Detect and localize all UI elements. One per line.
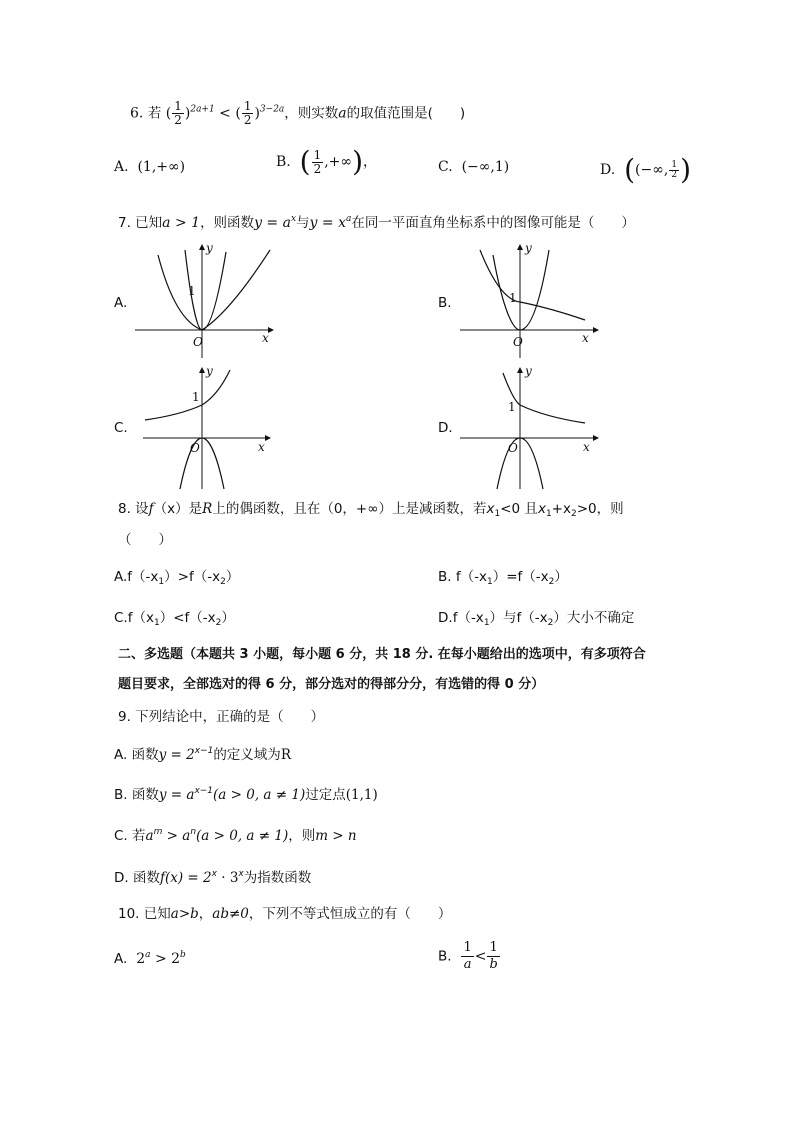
q10-option-b: B. $\frac{1}{a}$ < $\frac{1}{b}$: [438, 940, 498, 972]
svg-text:y: y: [206, 241, 213, 255]
q7-label-d: D.: [438, 420, 453, 436]
q7-graph-b: [455, 240, 600, 360]
svg-text:O: O: [193, 335, 203, 349]
q6-option-b: B. ( $\frac{1}{2}$ ,+∞)，: [276, 145, 378, 178]
q7-graph-a: [130, 240, 275, 360]
svg-text:1: 1: [192, 390, 200, 404]
q9-stem: 9. 下列结论中，正确的是（ ）: [118, 709, 325, 725]
section-heading: 二、多选题（本题共 3 小题，每小题 6 分，共 18 分. 在每小题给出的选项中，有多项符合: [118, 647, 646, 662]
q7-label-a: A.: [114, 295, 128, 311]
q10-stem: 10. 已知a>b，ab≠0，下列不等式恒成立的有（ ）: [118, 906, 452, 922]
svg-text:O: O: [513, 335, 523, 349]
q8-stem: 8. 设f（x）是R上的偶函数，且在（0，+∞）上是减函数，若$x_1<0$ 且$x_1+x_2>0$，则: [118, 501, 624, 519]
svg-text:x: x: [258, 440, 265, 454]
q9-option-b: B. 函数$y = a^{x-1}(a > 0$, a ≠ 1)过定点(1,1): [114, 786, 378, 803]
q7-stem: 7. 已知a > 1，则函数$y = a^x$与$y = x^a$在同一平面直角坐标系中的图像可能是（ ）: [118, 214, 635, 231]
q8-option-a: $A.f(-x_1)>f(-x_2)$: [114, 569, 240, 587]
q6-option-c: C. (−∞,1): [438, 159, 510, 175]
q6-option-a: A. (1,+∞): [114, 159, 186, 175]
q8-paren: （ ）: [118, 532, 172, 548]
svg-text:x: x: [262, 331, 269, 345]
svg-text:1: 1: [188, 284, 196, 298]
svg-text:y: y: [206, 364, 213, 378]
q8-option-d: $D.f(-x_1)$与$f(-x_2)$大小不确定: [438, 610, 635, 628]
fraction: $\frac{1}{2}$: [243, 99, 252, 127]
fraction: $\frac{1}{2}$: [174, 99, 182, 127]
svg-text:y: y: [525, 241, 532, 255]
q6-stem: 6. 若 ( $\frac{1}{2}$ )$^{2a+1}$ < ( $\frac{1}{2}$ )$^{3-2a}$，则实数a的取值范围是( ): [130, 99, 466, 127]
q10-option-a: A. $2^a > 2^b$: [114, 950, 186, 967]
q9-option-d: D. 函数$f(x) = 2^x \cdot 3^x$为指数函数: [114, 869, 312, 886]
svg-text:1: 1: [508, 400, 516, 414]
q7-graph-d: [455, 365, 600, 490]
svg-text:x: x: [582, 331, 589, 345]
svg-text:O: O: [190, 441, 200, 455]
q6-option-d: D. ((−∞, $\frac{1}{2}$ ): [600, 153, 692, 186]
q7-label-b: B.: [438, 295, 452, 311]
q7-graph-c: [140, 365, 275, 490]
svg-text:x: x: [583, 440, 590, 454]
svg-text:1: 1: [509, 291, 517, 305]
curve: [158, 250, 270, 330]
q8-option-c: $C.f(x_1)<f(-x_2)$: [114, 610, 235, 628]
svg-text:O: O: [508, 441, 518, 455]
q8-option-b: B. $f(-x_1)=f(-x_2)$: [438, 569, 568, 587]
q7-label-c: C.: [114, 420, 128, 436]
section-heading-cont: 题目要求，全部选对的得 6 分，部分选对的得部分分，有选错的得 0 分）: [118, 677, 545, 692]
svg-text:y: y: [525, 364, 532, 378]
q9-option-c: C. 若$a^m > a^n(a > 0$, a ≠ 1)，则m > n: [114, 827, 357, 844]
q9-option-a: A. 函数$y = 2^{x-1}$的定义域为R: [114, 746, 291, 763]
